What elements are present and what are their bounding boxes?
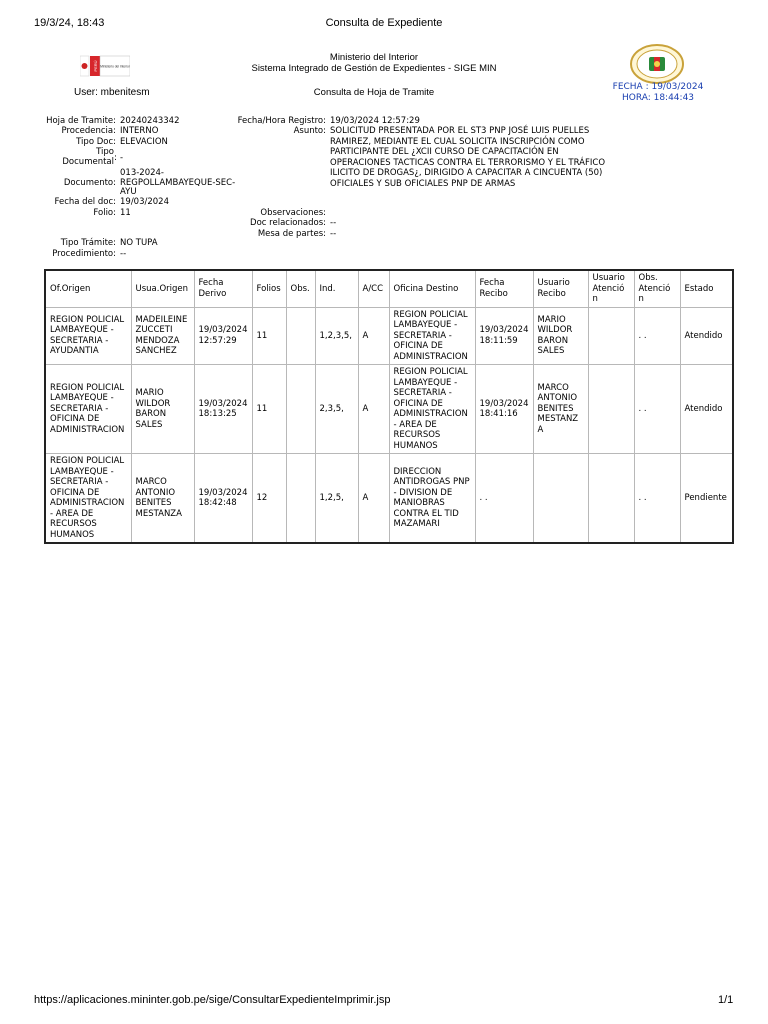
print-page-title: Consulta de Expediente	[325, 17, 443, 29]
logo-text-ministry: Ministerio del Interior	[100, 64, 130, 69]
tipodocumental-label-1: Tipo	[96, 147, 114, 157]
table-cell: REGION POLICIAL LAMBAYEQUE - SECRETARIA - OFICINA DE ADMINISTRACION - AREA DE RECURSOS HUMANOS	[45, 454, 131, 544]
table-header-row	[45, 270, 733, 307]
table-cell: 1,2,3,5,	[315, 307, 358, 365]
table-cell: MARCO ANTONIO BENITES MESTANZA	[131, 454, 194, 544]
docrel-value: --	[330, 218, 337, 228]
table-row	[45, 307, 733, 365]
col-header: Fecha Derivo	[194, 270, 252, 307]
col-header: Usua.Origen	[131, 270, 194, 307]
table-cell: 19/03/2024 12:57:29	[194, 307, 252, 365]
table-cell: REGION POLICIAL LAMBAYEQUE - SECRETARIA - AYUDANTIA	[45, 307, 131, 365]
col-header: A/CC	[358, 270, 389, 307]
documento-value-2: REGPOLLAMBAYEQUE-SEC-	[120, 178, 236, 188]
table-cell: REGION POLICIAL LAMBAYEQUE - SECRETARIA - OFICINA DE ADMINISTRACION	[45, 365, 131, 454]
table-cell	[286, 307, 315, 365]
table-cell: 19/03/2024 18:11:59	[475, 307, 533, 365]
print-datetime: 19/3/24, 18:43	[34, 17, 105, 29]
table-cell: 19/03/2024 18:41:16	[475, 365, 533, 454]
folio-label: Folio:	[93, 208, 116, 218]
asunto-line: ILICITO DE DROGAS¿, DIRIGIDO A CAPACITAR A CINCUENTA (50)	[330, 168, 603, 178]
fecha-registro-label: Fecha/Hora Registro:	[237, 116, 326, 126]
documento-value-3: AYU	[120, 187, 137, 197]
tipodoc-label: Tipo Doc:	[76, 137, 116, 147]
table-cell: MARIO WILDOR BARON SALES	[533, 307, 588, 365]
col-header: Oficina Destino	[389, 270, 475, 307]
table-row	[45, 365, 733, 454]
table-cell	[588, 454, 634, 544]
table-cell: . .	[634, 307, 680, 365]
table-cell: REGION POLICIAL LAMBAYEQUE - SECRETARIA - OFICINA DE ADMINISTRACION	[389, 307, 475, 365]
asunto-line: OFICIALES Y SUB OFICIALES PNP DE ARMAS	[330, 178, 516, 189]
procedimiento-label: Procedimiento:	[52, 249, 116, 259]
table-cell: Atendido	[680, 307, 733, 365]
ministry-logo	[80, 48, 130, 84]
table-cell: 12	[252, 454, 286, 544]
table-cell: 2,3,5,	[315, 365, 358, 454]
tipodocumental-colon: :	[114, 153, 117, 163]
col-header: Ind.	[315, 270, 358, 307]
col-header: Of.Origen	[45, 270, 131, 307]
header-fecha: FECHA : 19/03/2024	[612, 82, 704, 92]
mesa-label: Mesa de partes:	[257, 229, 326, 239]
logo-text-peru: PERÚ	[93, 60, 98, 72]
table-cell: . .	[634, 454, 680, 544]
col-header: Obs. Atención	[634, 270, 680, 307]
police-seal-icon	[630, 44, 684, 84]
table-cell: 11	[252, 365, 286, 454]
hoja-label: Hoja de Tramite:	[46, 116, 116, 126]
asunto-label: Asunto:	[293, 126, 326, 136]
user-label: User: mbenitesm	[74, 87, 150, 98]
table-cell: A	[358, 454, 389, 544]
table-cell: 19/03/2024 18:42:48	[194, 454, 252, 544]
col-header: Obs.	[286, 270, 315, 307]
table-cell: 1,2,5,	[315, 454, 358, 544]
asunto-line: PARTICIPANTE DEL ¿XCII CURSO DE CAPACITACIÓN EN	[330, 147, 559, 157]
system-title: Sistema Integrado de Gestión de Expedientes - SIGE MIN	[251, 63, 497, 74]
table-cell	[286, 454, 315, 544]
asunto-line: SOLICITUD PRESENTADA POR EL ST3 PNP JOSÉ LUIS PUELLES	[330, 126, 590, 136]
table-cell: 19/03/2024 18:13:25	[194, 365, 252, 454]
col-header: Usuario Atención	[588, 270, 634, 307]
procedimiento-value: --	[120, 249, 127, 259]
table-cell: DIRECCION ANTIDROGAS PNP - DIVISION DE MANIOBRAS CONTRA EL TID MAZAMARI	[389, 454, 475, 544]
tramite-history-table	[44, 269, 734, 544]
table-cell: A	[358, 307, 389, 365]
table-cell: A	[358, 365, 389, 454]
asunto-text	[330, 126, 630, 189]
fecha-registro-value: 19/03/2024 12:57:29	[330, 116, 420, 126]
tipodocumental-value: -	[120, 153, 124, 163]
hoja-value: 20240243342	[120, 116, 180, 126]
col-header: Estado	[680, 270, 733, 307]
asunto-line: OPERACIONES TACTICAS CONTRA EL TERRORISMO Y EL TRÁFICO	[330, 157, 606, 168]
table-cell	[286, 365, 315, 454]
procedencia-label: Procedencia:	[61, 126, 116, 136]
procedencia-value: INTERNO	[120, 126, 159, 136]
table-cell: MARCO ANTONIO BENITES MESTANZA	[533, 365, 588, 454]
fechadoc-label: Fecha del doc:	[54, 197, 116, 207]
table-cell: Pendiente	[680, 454, 733, 544]
asunto-line: RAMIREZ, MEDIANTE EL CUAL SOLICITA INSCRIPCIÓN COMO	[330, 136, 585, 147]
table-cell: . .	[634, 365, 680, 454]
fechadoc-value: 19/03/2024	[120, 197, 169, 207]
print-url: https://aplicaciones.mininter.gob.pe/sige/ConsultarExpedienteImprimir.jsp	[34, 994, 391, 1006]
mesa-value: --	[330, 229, 337, 239]
col-header: Folios	[252, 270, 286, 307]
print-page-count: 1/1	[718, 994, 734, 1006]
docrel-label: Doc relacionados:	[250, 218, 326, 228]
report-subtitle: Consulta de Hoja de Tramite	[313, 87, 435, 98]
ministry-title: Ministerio del Interior	[329, 52, 419, 63]
table-cell	[533, 454, 588, 544]
col-header: Usuario Recibo	[533, 270, 588, 307]
tipodoc-value: ELEVACION	[120, 137, 168, 147]
documento-label: Documento:	[63, 178, 116, 188]
tipotramite-value: NO TUPA	[120, 238, 158, 248]
folio-value: 11	[120, 208, 131, 218]
table-cell: 11	[252, 307, 286, 365]
table-cell: MARIO WILDOR BARON SALES	[131, 365, 194, 454]
observaciones-label: Observaciones:	[260, 208, 326, 218]
table-cell: Atendido	[680, 365, 733, 454]
tipotramite-label: Tipo Trámite:	[60, 238, 116, 248]
tipodocumental-label-2: Documental	[62, 157, 114, 167]
table-cell: REGION POLICIAL LAMBAYEQUE - SECRETARIA - OFICINA DE ADMINISTRACION - AREA DE RECURSOS HUMANOS	[389, 365, 475, 454]
table-cell: . .	[475, 454, 533, 544]
table-row	[45, 454, 733, 544]
table-cell	[588, 307, 634, 365]
table-cell: MADEILEINE ZUCCETI MENDOZA SANCHEZ	[131, 307, 194, 365]
table-cell	[588, 365, 634, 454]
col-header: Fecha Recibo	[475, 270, 533, 307]
documento-value-1: 013-2024-	[120, 168, 164, 178]
header-hora: HORA: 18:44:43	[621, 93, 695, 103]
